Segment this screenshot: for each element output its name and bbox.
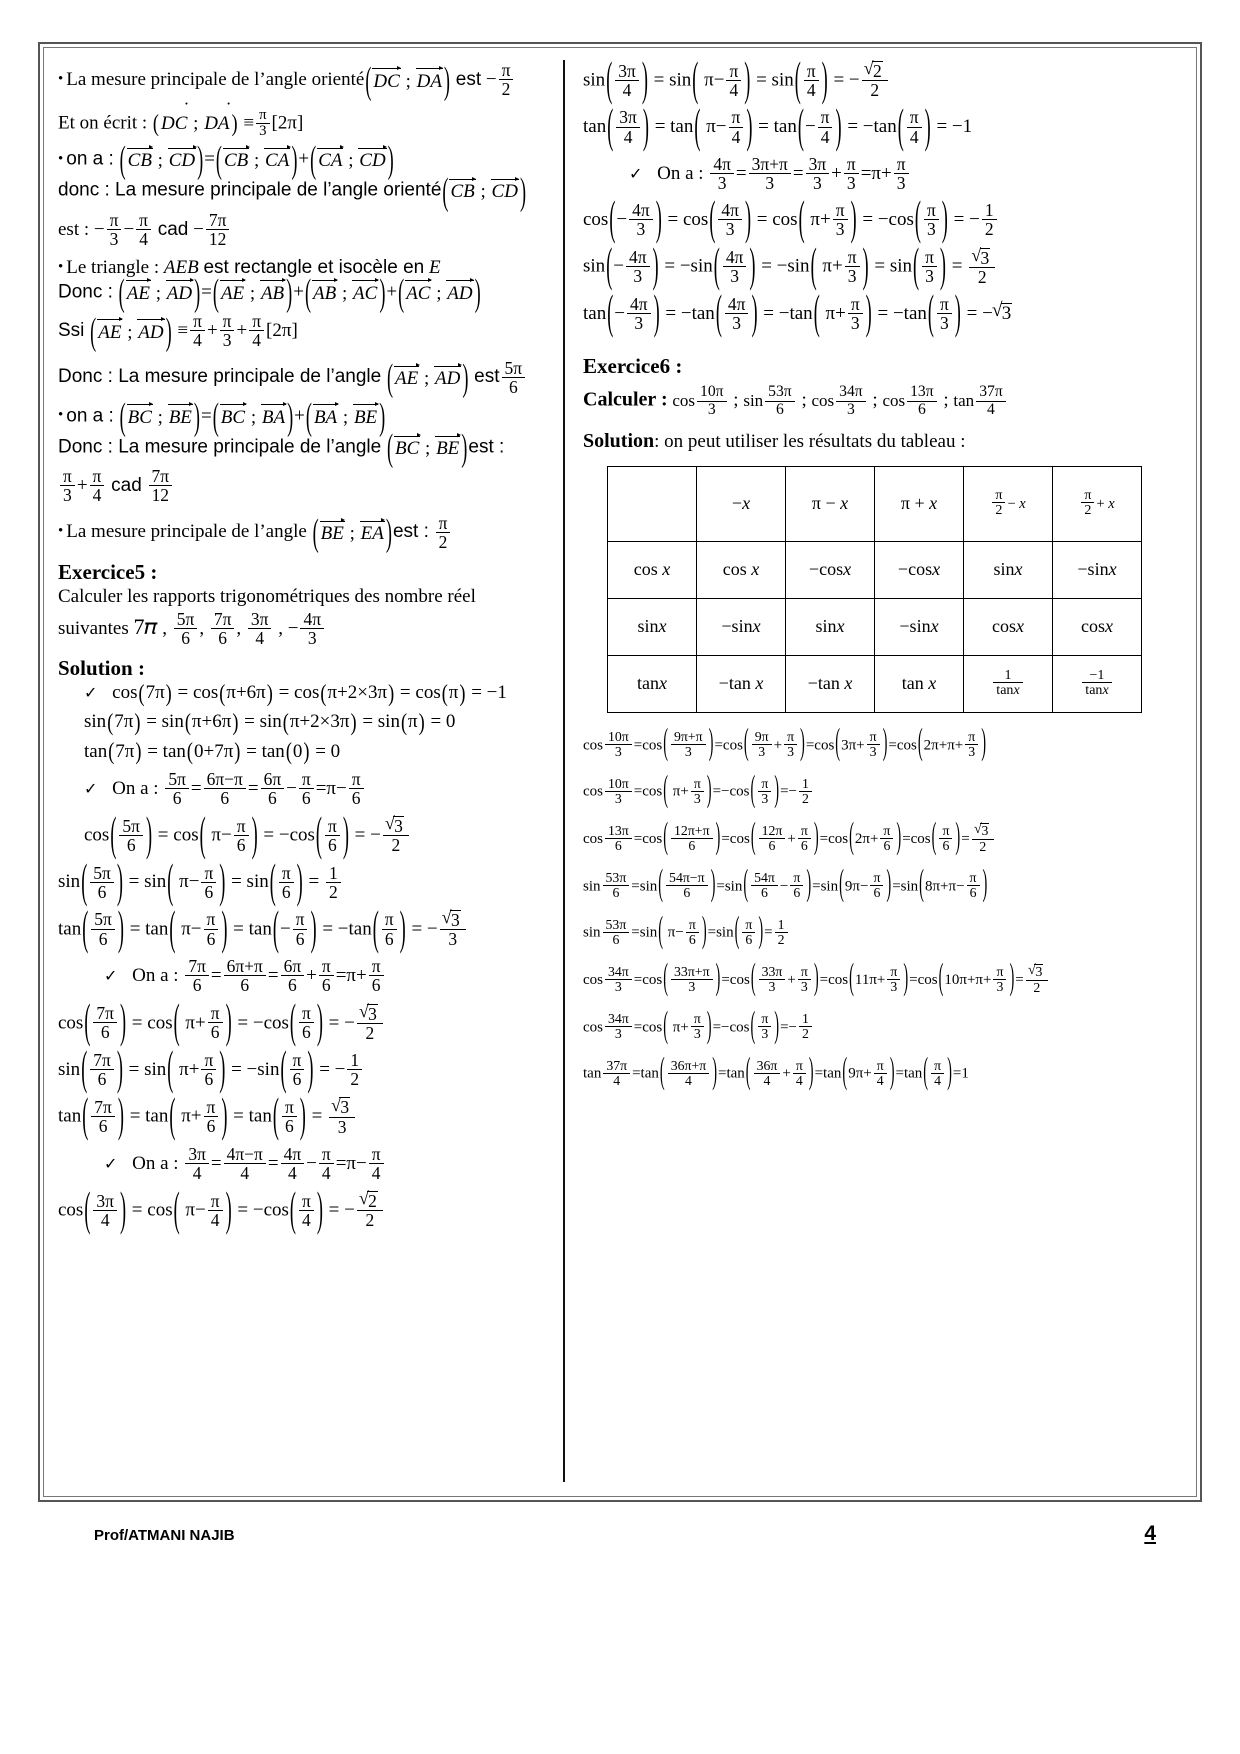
cell-sin-pi2-minus-x: cosx [964, 598, 1053, 655]
num-7pi: 7π [206, 211, 230, 230]
den-4: 4 [193, 330, 202, 351]
bullet-dot: • [58, 523, 64, 540]
cell-tan-pi2-minus-x: $\frac{1}{\tan x}$ [964, 655, 1053, 712]
donc-AE-AD-decomposition: Donc : ( AE ; AD )=( AE ; AB )+( AB ; AC )+( AC ; AD ) [58, 271, 481, 314]
ssi-AE-AD-line: Ssi ( AE ; AD ) ≡ $\frac{\pi}{4}$ + $\frac{\pi}{3}$ + $\frac{\pi}{4}$ [2π] [58, 310, 298, 353]
eq-sin-3pi-4: sin( $\frac{3\pi}{4}$ ) = sin( π− $\frac{\pi}{4}$ ) = sin( $\frac{\pi}{4}$ ) = − √ $\frac{2}{2}$ [583, 62, 1184, 100]
two-column-layout [52, 52, 1188, 1488]
eq-cos-minus-4pi-3: cos(− $\frac{4\pi}{3}$ ) = cos( $\frac{4\pi}{3}$ ) = cos( π+ $\frac{\pi}{3}$ ) = −cos( $\frac{\pi}{3}$ ) = − $\frac{1}{2}$ [583, 202, 1184, 239]
bullet-1-prefix: La mesure principale de l’angle orienté [66, 69, 365, 91]
vector-CD: CD [359, 150, 386, 172]
on-a-4pi-3: ✓ On a : $\frac{4\pi}{3}$ = $\frac{3\pi+\pi}{3}$ = $\frac{3\pi}{3}$ + $\frac{\pi}{3}$ =π+ $\frac{\pi}{3}$ [583, 156, 1184, 193]
bullet-principal-BE-EA: • La mesure principale de l’angle ( BE ; EA )est : $\frac{\pi}{2}$ [58, 514, 547, 551]
eq-cos-34pi-3-step2: cos $\frac{34\pi}{3}$ =cos( π+ $\frac{\pi}{3}$ )=−cos( $\frac{\pi}{3}$ )=− $\frac{1}{2}$ [583, 1013, 1184, 1043]
check-icon: ✓ [104, 968, 118, 986]
vector-CD: CD [168, 150, 196, 172]
table-header-row [608, 466, 1142, 541]
header-pi-plus-x: π + x [875, 466, 964, 541]
ssi-label: Ssi [58, 320, 85, 342]
header-pi-minus-x: π − x [786, 466, 875, 541]
footer-page-number: 4 [1144, 1522, 1156, 1545]
vector-AD: AD [435, 367, 461, 389]
vector-DA: DA [416, 70, 442, 92]
exercice5-values-line: suivantes 7𝜋 , $\frac{5\pi}{6}$ , $\frac{7\pi}{6}$ , $\frac{3\pi}{4}$ , − $\frac{4\pi}{3}$ [58, 611, 547, 648]
item-cos-34pi-3: cos $\frac{34\pi}{3}$ [811, 391, 867, 410]
vector-AC: AC [353, 282, 378, 304]
eq-cos-13pi-6: cos $\frac{13\pi}{6}$ =cos( $\frac{12\pi+\pi}{6}$ )=cos( $\frac{12\pi}{6}$ + $\frac{\pi}{6}$ )=cos(2π+ $\frac{\pi}{6}$ )=cos( $\frac{\pi}{6}$ )= √ $\frac{3}{2}$ [583, 824, 1184, 855]
header-minus-x: −x [697, 466, 786, 541]
den-2: 2 [438, 531, 448, 552]
cell-tan-pi-minus-x: −tan x [786, 655, 875, 712]
bullet-1-suffix: est [455, 69, 482, 91]
on-a-label: On a : [657, 162, 704, 184]
eq-sin-minus-4pi-3: sin(− $\frac{4\pi}{3}$ ) = −sin( $\frac{4\pi}{3}$ ) = −sin( π+ $\frac{\pi}{3}$ ) = sin( $\frac{\pi}{3}$ ) = √ $\frac{3}{2}$ [583, 248, 1184, 286]
pi-num: π [256, 108, 269, 124]
vector-AD: AD [166, 282, 193, 304]
vector-AD: AD [447, 282, 473, 304]
eq-sin-7pi-6: sin( $\frac{7\pi}{6}$ ) = sin( π+ $\frac{\pi}{6}$ ) = −sin( $\frac{\pi}{6}$ ) = − $\frac{1}{2}$ [58, 1052, 547, 1089]
vector-DC: DC [373, 70, 400, 92]
eq-sin-53pi-6-step2: sin $\frac{53\pi}{6}$ =sin( π− $\frac{\pi}{6}$ )=sin( $\frac{\pi}{6}$ )= $\frac{1}{2}$ [583, 918, 1184, 948]
eq-cos-10pi-3-step1: cos $\frac{10\pi}{3}$ =cos( $\frac{9\pi+\pi}{3}$ )=cos( $\frac{9\pi}{3}$ + $\frac{\pi}{3}$ )=cos(3π+ $\frac{\pi}{3}$ )=cos(2π+π+ $\frac{\pi}{3}$ ) [583, 722, 987, 765]
pi-num: π [136, 211, 151, 230]
header-pi2-minus-x: $\frac{\pi}{2}$ − x [964, 466, 1053, 541]
value-7pi: 7𝜋 [133, 613, 158, 639]
eq-cos-10pi-3-step2: cos $\frac{10\pi}{3}$ =cos( π+ $\frac{\pi}{3}$ )=−cos( $\frac{\pi}{3}$ )=− $\frac{1}{2}$ [583, 777, 1184, 807]
column-divider [563, 60, 569, 1482]
trig-identities-table [607, 466, 1142, 713]
den-3: 3 [109, 228, 119, 249]
item-sin-53pi-6: sin $\frac{53\pi}{6}$ [743, 391, 796, 410]
vector-CB: CB [450, 181, 475, 203]
vector-CB: CB [223, 150, 249, 172]
on-a-CB-CD-line: • on a : ( CB ; CD )=( CB ; CA )+( CA ; CD ) [58, 138, 394, 181]
modulo-2pi: [2π] [266, 320, 298, 342]
vector-AE: AE [220, 282, 245, 304]
pi-num: π [436, 514, 451, 533]
num-5pi: 5π [502, 359, 526, 378]
eq-sin-7pi: sin(7π) = sin(π+6π) = sin(π+2×3π) = sin(π) = 0 [84, 708, 456, 736]
den-4: 4 [139, 228, 148, 249]
value-7pi-6: $\frac{7\pi}{6}$ [211, 610, 235, 647]
vector-CA: CA [318, 150, 343, 172]
vector-AB: AB [313, 282, 337, 304]
bullet-dot: • [58, 150, 64, 167]
vector-BE: BE [168, 406, 192, 428]
pi-num: π [220, 312, 235, 331]
suivantes-label: suivantes [58, 617, 129, 639]
cell-tan-pi-plus-x: tan x [875, 655, 964, 712]
vector-CB: CB [127, 150, 152, 172]
pi-num: π [249, 312, 264, 331]
left-column [52, 56, 557, 1488]
on-a-BC-BE-line: • on a : ( BC ; BE )=( BC ; BA )+( BA ; BE ) [58, 395, 386, 438]
num-7pi: 7π [149, 467, 173, 486]
vector-BA: BA [261, 406, 286, 428]
on-a-label: On a : [112, 777, 159, 799]
est-label: est : [392, 521, 429, 543]
on-a-label: on a : [66, 405, 114, 427]
den-12: 12 [151, 485, 170, 506]
vector-AB: AB [260, 282, 285, 304]
est-value-line-2: $\frac{\pi}{3}$ + $\frac{\pi}{4}$ cad $\frac{7\pi}{12}$ [58, 468, 547, 505]
cad-label: cad [157, 218, 189, 240]
solution-label: Solution [583, 429, 655, 452]
pi-num: π [190, 312, 205, 331]
eq-tan-5pi-6: tan( $\frac{5\pi}{6}$ ) = tan( π− $\frac{\pi}{6}$ ) = tan(− $\frac{\pi}{6}$ ) = −tan( $\frac{\pi}{6}$ ) = − √ $\frac{3}{3}$ [58, 911, 547, 949]
eq-sin-53pi-6-step1: sin $\frac{53\pi}{6}$ =sin( $\frac{54\pi-\pi}{6}$ )=sin( $\frac{54\pi}{6}$ − $\frac{\pi}{6}$ )=sin(9π− $\frac{\pi}{6}$ )=sin(8π+π− $\frac{\pi}{6}$ ) [583, 863, 988, 906]
check-icon: ✓ [84, 780, 98, 798]
cell-cos-minusx: cos x [697, 541, 786, 598]
den-3: 3 [259, 123, 267, 139]
on-a-5pi-6: ✓ On a : $\frac{5\pi}{6}$ = $\frac{6\pi-\pi}{6}$ = $\frac{6\pi}{6}$ − $\frac{\pi}{6}$ =π− $\frac{\pi}{6}$ [58, 771, 547, 808]
eq-cos-3pi-4: cos( $\frac{3\pi}{4}$ ) = cos( π− $\frac{\pi}{4}$ ) = −cos( $\frac{\pi}{4}$ ) = − √ $\frac{2}{2}$ [58, 1192, 547, 1230]
est-label: est : [468, 436, 505, 458]
on-a-label: On a : [132, 965, 179, 987]
eq-cos-7pi-6: cos( $\frac{7\pi}{6}$ ) = cos( π+ $\frac{\pi}{6}$ ) = −cos( $\frac{\pi}{6}$ ) = − √ $\frac{3}{2}$ [58, 1005, 547, 1043]
den-4: 4 [252, 330, 261, 351]
on-a-7pi-6: ✓ On a : $\frac{7\pi}{6}$ = $\frac{6\pi+\pi}{6}$ = $\frac{6\pi}{6}$ + $\frac{\pi}{6}$ =π+ $\frac{\pi}{6}$ [58, 958, 547, 995]
eq-tan-7pi: tan(7π) = tan(0+7π) = tan(0) = 0 [84, 737, 341, 765]
calculer-label: Calculer : [583, 388, 668, 411]
table-corner-cell [608, 466, 697, 541]
vector-DA-dot: DA ˙ [203, 114, 230, 134]
donc-4-prefix: Donc : La mesure principale de l’angle [58, 436, 382, 458]
cell-tan-pi2-plus-x: $\frac{-1}{\tan x}$ [1053, 655, 1142, 712]
den-3: 3 [222, 330, 232, 351]
eq-cos-7pi: ✓ cos(7π) = cos(π+6π) = cos(π+2×3π) = cos(π) = −1 [84, 678, 507, 706]
vector-AE: AE [98, 321, 122, 343]
vector-BA: BA [313, 406, 338, 428]
est-value-line-1: est : − $\frac{\pi}{3}$ − $\frac{\pi}{4}$ cad − $\frac{7\pi}{12}$ [58, 212, 547, 249]
on-a-label: On a : [132, 1152, 179, 1174]
row-label-sin: sinx [608, 598, 697, 655]
solution6-line [583, 431, 1184, 452]
vector-BE: BE [353, 406, 378, 428]
item-tan-37pi-4: tan $\frac{37\pi}{4}$ [953, 391, 1007, 410]
bullet-dot: • [58, 407, 64, 424]
pi-num: π [90, 467, 105, 486]
vector-BC: BC [220, 406, 246, 428]
triangle-name: AEB [163, 256, 199, 278]
cell-cos-pi2-plus-x: −sinx [1053, 541, 1142, 598]
footer-author: Prof/ATMANI NAJIB [94, 1527, 235, 1544]
item-cos-13pi-6: cos $\frac{13\pi}{6}$ [882, 391, 938, 410]
vector-DC-dot: DC ˙ [160, 114, 188, 134]
den-4: 4 [92, 485, 102, 506]
cell-sin-pi2-plus-x: cosx [1053, 598, 1142, 655]
vector-CD: CD [491, 181, 518, 203]
cell-cos-pi2-minus-x: sinx [964, 541, 1053, 598]
triangle-desc: est rectangle et isocèle en [203, 256, 425, 278]
modulo-2pi: [2π] [271, 112, 304, 134]
cell-sin-pi-plus-x: −sinx [875, 598, 964, 655]
vector-BC: BC [395, 437, 420, 459]
est-label: est : [58, 218, 90, 240]
den-2: 2 [501, 79, 511, 100]
right-column [575, 52, 1188, 1488]
triangle-vertex: E [428, 256, 441, 278]
exercice6-title: Exercice6 : [583, 354, 683, 379]
header-pi2-plus-x: $\frac{\pi}{2}$ + x [1053, 466, 1142, 541]
eq-tan-3pi-4: tan( $\frac{3\pi}{4}$ ) = tan( π− $\frac{\pi}{4}$ ) = tan(− $\frac{\pi}{4}$ ) = −tan( $\frac{\pi}{4}$ ) = −1 [583, 99, 973, 152]
row-label-cos: cos x [608, 541, 697, 598]
exercice5-title: Exercice5 : [58, 559, 158, 584]
row-label-tan: tanx [608, 655, 697, 712]
bullet-principal-measure-DC-DA: • La mesure principale de l’angle orienté( DC ; DA ) est − $\frac{\pi}{2}$ [58, 62, 547, 99]
value-5pi-6: $\frac{5\pi}{6}$ [174, 610, 198, 647]
vector-BC: BC [127, 406, 152, 428]
bullet-dot: • [58, 258, 64, 275]
value-minus-4pi-3: $\frac{4\pi}{3}$ [300, 610, 324, 647]
est-word: est [474, 366, 500, 388]
donc-principal-CB-CD: donc : La mesure principale de l’angle orienté( CB ; CD ) [58, 170, 527, 213]
eq-cos-34pi-3-step1: cos $\frac{34\pi}{3}$ =cos( $\frac{33\pi+\pi}{3}$ )=cos( $\frac{33\pi}{3}$ + $\frac{\pi}{3}$ )=cos(11π+ $\frac{\pi}{3}$ )=cos(10π+π+ $\frac{\pi}{3}$ )= √ $\frac{3}{2}$ [583, 965, 1184, 996]
vector-AE: AE [126, 282, 150, 304]
cell-sin-pi-minus-x: sinx [786, 598, 875, 655]
cell-sin-minusx: −sinx [697, 598, 786, 655]
eq-tan-37pi-4: tan $\frac{37\pi}{4}$ =tan( $\frac{36\pi+\pi}{4}$ )=tan( $\frac{36\pi}{4}$ + $\frac{\pi}{4}$ )=tan(9π+ $\frac{\pi}{4}$ )=tan( $\frac{\pi}{4}$ )=1 [583, 1051, 969, 1094]
vector-BE: BE [320, 523, 344, 545]
solution5-title: Solution : [58, 656, 145, 681]
et-on-ecrit-line: Et on écrit : ( DC ˙ ; DA ˙ ) ≡ $\frac{\pi}{3}$ [2π] [58, 108, 547, 140]
den-3: 3 [63, 485, 72, 506]
bullet-dot: • [58, 71, 64, 88]
on-a-label: on a : [66, 148, 114, 170]
eq-tan-7pi-6: tan( $\frac{7\pi}{6}$ ) = tan( π+ $\frac{\pi}{6}$ ) = tan( $\frac{\pi}{6}$ ) = √ $\frac{3}{3}$ [58, 1098, 547, 1136]
cad-label: cad [111, 475, 142, 497]
pi-num: π [60, 467, 75, 486]
vector-EA: EA [360, 523, 384, 545]
cell-cos-pi-plus-x: −cosx [875, 541, 964, 598]
exercice6-calculer-line: Calculer : cos $\frac{10\pi}{3}$ ; sin $\frac{53\pi}{6}$ ; cos $\frac{34\pi}{3}$ ; cos $\frac{13\pi}{6}$ ; tan $\frac{37\pi}{4}$ [583, 385, 1184, 419]
donc-3-prefix: Donc : La mesure principale de l’angle [58, 366, 382, 388]
vector-AE: AE [395, 367, 419, 389]
vector-AD: AD [138, 321, 164, 343]
cell-cos-pi-minus-x: −cosx [786, 541, 875, 598]
vector-AC: AC [406, 282, 431, 304]
page-footer [56, 1522, 1184, 1546]
check-icon: ✓ [84, 685, 98, 703]
donc-principal-BC-BE: Donc : La mesure principale de l’angle ( BC ; BE )est : [58, 426, 505, 469]
den-6: 6 [508, 376, 518, 397]
cell-tan-minusx: −tan x [697, 655, 786, 712]
donc-principal-AE-AD: Donc : La mesure principale de l’angle ( AE ; AD ) est $\frac{5\pi}{6}$ [58, 359, 547, 396]
pi-num: π [107, 211, 122, 230]
table-row-tan [608, 655, 1142, 712]
donc-1-prefix: donc : La mesure principale de l’angle orienté [58, 179, 442, 201]
bullet-last-prefix: La mesure principale de l’angle [66, 521, 307, 543]
den-12: 12 [208, 228, 227, 249]
check-icon: ✓ [629, 165, 643, 183]
vector-BE: BE [436, 437, 460, 459]
table-row-sin [608, 598, 1142, 655]
item-cos-10pi-3: cos $\frac{10\pi}{3}$ [672, 391, 728, 410]
exercice5-statement: Calculer les rapports trigonométriques des nombre réel [58, 585, 476, 607]
pi-num: π [499, 61, 514, 80]
et-on-ecrit-label: Et on écrit : [58, 112, 148, 134]
solution-text: : on peut utiliser les résultats du tableau : [654, 430, 966, 452]
check-icon: ✓ [104, 1155, 118, 1173]
eq-sin-5pi-6: sin( $\frac{5\pi}{6}$ ) = sin( π− $\frac{\pi}{6}$ ) = sin( $\frac{\pi}{6}$ ) = $\frac{1}{2}$ [58, 864, 547, 901]
eq-tan-minus-4pi-3: tan(− $\frac{4\pi}{3}$ ) = −tan( $\frac{4\pi}{3}$ ) = −tan( π+ $\frac{\pi}{3}$ ) = −tan( $\frac{\pi}{3}$ ) = − √ 3 [583, 296, 1184, 333]
value-3pi-4: $\frac{3\pi}{4}$ [248, 610, 272, 647]
triangle-label: Le triangle : [66, 256, 160, 278]
donc-2-label: Donc : [58, 281, 113, 303]
table-row-cos [608, 541, 1142, 598]
vector-CA: CA [265, 150, 290, 172]
on-a-3pi-4: ✓ On a : $\frac{3\pi}{4}$ = $\frac{4\pi-\pi}{4}$ = $\frac{4\pi}{4}$ − $\frac{\pi}{4}$ =π− $\frac{\pi}{4}$ [58, 1146, 547, 1183]
eq-cos-5pi-6: cos( $\frac{5\pi}{6}$ ) = cos( π− $\frac{\pi}{6}$ ) = −cos( $\frac{\pi}{6}$ ) = − √ $\frac{3}{2}$ [58, 817, 547, 855]
